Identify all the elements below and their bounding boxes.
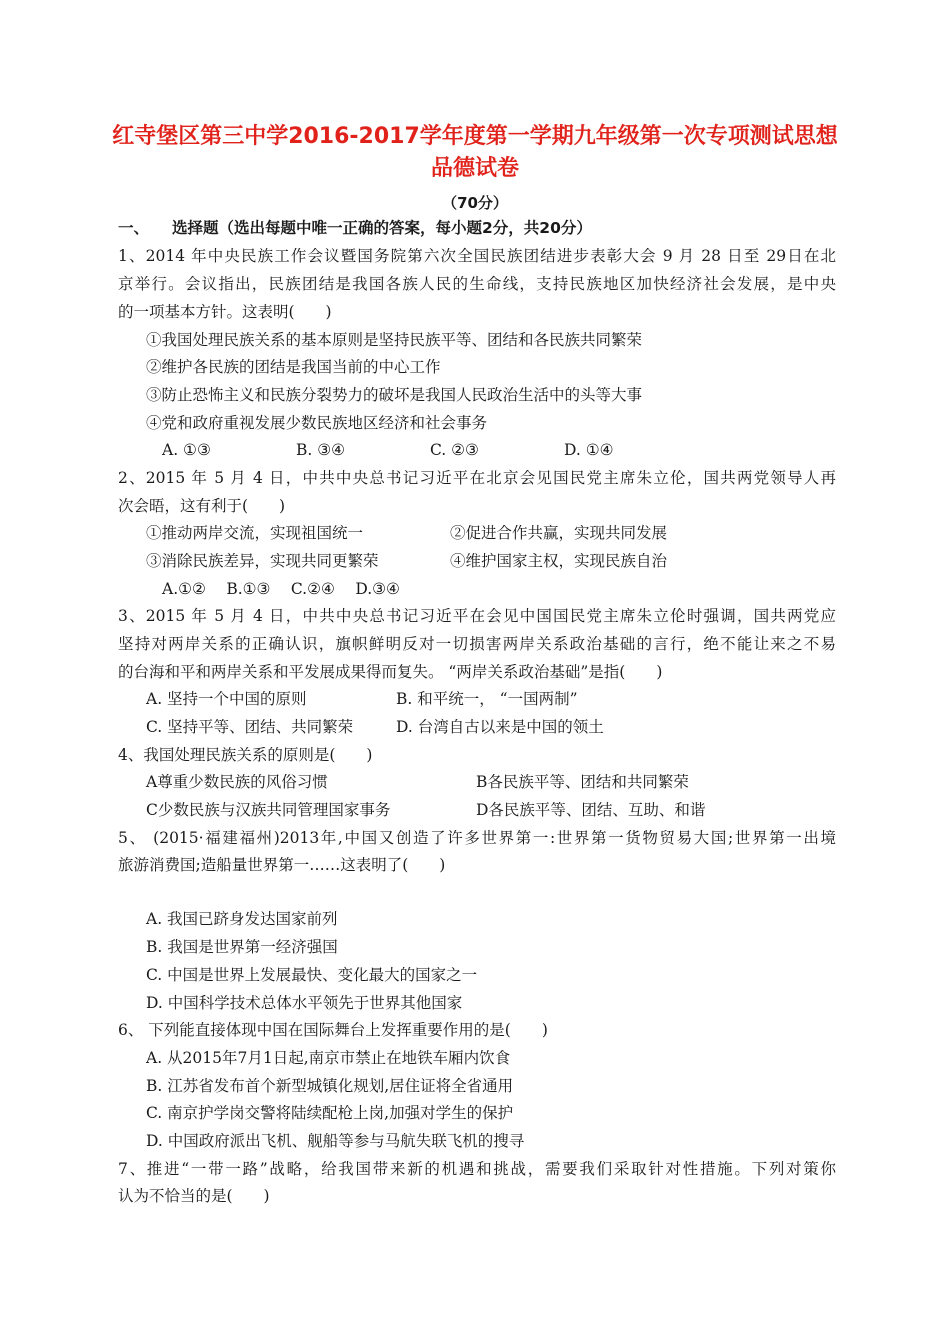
q2-stem-line2: 次会晤，这有利于( ) bbox=[118, 497, 286, 515]
q4-stem: 4、我国处理民族关系的原则是( ) bbox=[118, 746, 373, 764]
q5-option-d: D. 中国科学技术总体水平领先于世界其他国家 bbox=[146, 994, 463, 1012]
q3-option-d: D. 台湾自古以来是中国的领土 bbox=[396, 718, 604, 736]
q3-option-a: A. 坚持一个中国的原则 bbox=[146, 690, 307, 708]
q2-statement-4: ④维护国家主权，实现民族自治 bbox=[450, 552, 668, 570]
q1-option-c: C. ②③ bbox=[430, 441, 479, 459]
q5-option-b: B. 我国是世界第一经济强国 bbox=[146, 938, 338, 956]
q3-stem-line1: 3、2015 年 5 月 4 日，中共中央总书记习近平在会见中国国民党主席朱立伦时强调，国共两党应 bbox=[118, 607, 836, 625]
q5-stem-line1: 5、 (2015·福建福州)2013年,中国又创造了许多世界第一:世界第一货物贸易大国;世界第一出境 bbox=[118, 829, 836, 847]
q1-stem-line1: 1、2014 年中央民族工作会议暨国务院第六次全国民族团结进步表彰大会 9 月 28 日至 29日在北 bbox=[118, 247, 836, 265]
q6-stem: 6、 下列能直接体现中国在国际舞台上发挥重要作用的是( ) bbox=[118, 1021, 548, 1039]
q7-stem-line2: 认为不恰当的是( ) bbox=[118, 1187, 270, 1205]
q1-option-d: D. ①④ bbox=[564, 441, 614, 459]
q2-statement-3: ③消除民族差异，实现共同更繁荣 bbox=[146, 552, 379, 570]
section-number: 一、 bbox=[118, 219, 150, 237]
q5-option-c: C. 中国是世界上发展最快、变化最大的国家之一 bbox=[146, 966, 478, 984]
q1-statement-3: ③防止恐怖主义和民族分裂势力的破坏是我国人民政治生活中的头等大事 bbox=[146, 386, 643, 404]
q4-option-a: A尊重少数民族的风俗习惯 bbox=[146, 773, 328, 791]
section-heading: 选择题（选出每题中唯一正确的答案，每小题2分，共20分） bbox=[172, 219, 592, 237]
q3-stem-line3: 的台海和平和两岸关系和平发展成果得而复失。 “两岸关系政治基础”是指( ) bbox=[118, 663, 663, 681]
q1-option-b: B. ③④ bbox=[296, 441, 346, 459]
q2-stem-line1: 2、2015 年 5 月 4 日，中共中央总书记习近平在北京会见国民党主席朱立伦，国共两党领导人再 bbox=[118, 469, 836, 487]
q1-statement-4: ④党和政府重视发展少数民族地区经济和社会事务 bbox=[146, 414, 488, 432]
q4-option-d: D各民族平等、团结、互助、和谐 bbox=[476, 801, 706, 819]
q2-statement-1: ①推动两岸交流，实现祖国统一 bbox=[146, 524, 364, 542]
q1-stem-line3: 的一项基本方针。这表明( ) bbox=[118, 303, 332, 321]
q1-option-a: A. ①③ bbox=[162, 441, 211, 459]
q3-option-b: B. 和平统一， “一国两制” bbox=[396, 690, 578, 708]
q3-option-c: C. 坚持平等、团结、共同繁荣 bbox=[146, 718, 354, 736]
exam-title-line2: 品德试卷 bbox=[430, 156, 519, 181]
q4-option-b: B各民族平等、团结和共同繁荣 bbox=[476, 773, 689, 791]
q7-stem-line1: 7、推进“一带一路”战略，给我国带来新的机遇和挑战，需要我们采取针对性措施。下列对策你 bbox=[118, 1160, 836, 1178]
q6-option-d: D. 中国政府派出飞机、舰船等参与马航失联飞机的搜寻 bbox=[146, 1132, 525, 1150]
q6-option-b: B. 江苏省发布首个新型城镇化规划,居住证将全省通用 bbox=[146, 1077, 514, 1095]
q3-stem-line2: 坚持对两岸关系的正确认识，旗帜鲜明反对一切损害两岸关系政治基础的言行，绝不能让来之不易 bbox=[118, 635, 836, 653]
q1-stem-line2: 京举行。会议指出，民族团结是我国各族人民的生命线，支持民族地区加快经济社会发展，是中央 bbox=[118, 275, 836, 293]
q2-statement-2: ②促进合作共赢，实现共同发展 bbox=[450, 524, 668, 542]
q6-option-a: A. 从2015年7月1日起,南京市禁止在地铁车厢内饮食 bbox=[146, 1049, 511, 1067]
q1-statement-2: ②维护各民族的团结是我国当前的中心工作 bbox=[146, 358, 441, 376]
q6-option-c: C. 南京护学岗交警将陆续配枪上岗,加强对学生的保护 bbox=[146, 1104, 514, 1122]
q5-option-a: A. 我国已跻身发达国家前列 bbox=[146, 910, 338, 928]
q1-statement-1: ①我国处理民族关系的基本原则是坚持民族平等、团结和各民族共同繁荣 bbox=[146, 331, 643, 349]
exam-title-line1: 红寺堡区第三中学2016-2017学年度第一学期九年级第一次专项测试思想 bbox=[112, 124, 838, 149]
total-score: （70分） bbox=[442, 194, 508, 212]
q2-options: A.①② B.①③ C.②④ D.③④ bbox=[162, 580, 400, 598]
q4-option-c: C少数民族与汉族共同管理国家事务 bbox=[146, 801, 391, 819]
q5-stem-line2: 旅游消费国;造船量世界第一……这表明了( ) bbox=[118, 856, 446, 874]
